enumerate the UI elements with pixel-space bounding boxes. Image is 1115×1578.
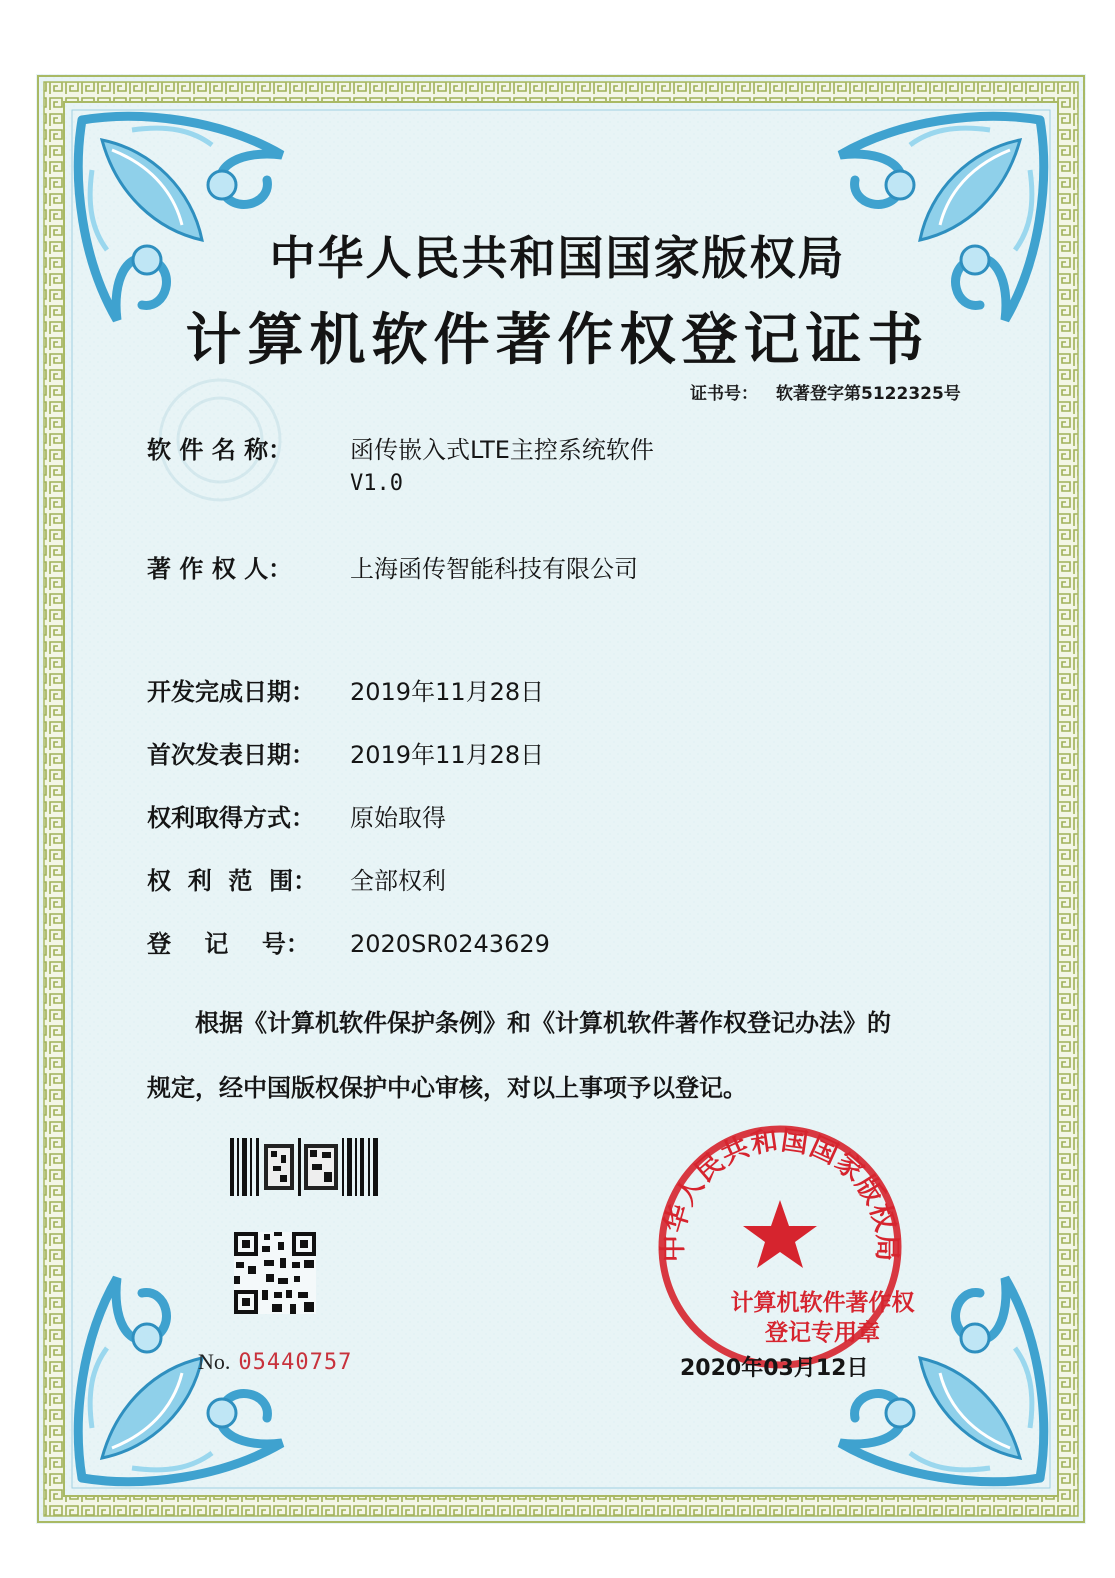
barcode-icon (230, 1138, 382, 1196)
seal-ring-text: 中华人民共和国国家版权局 (657, 1125, 903, 1263)
field-label: 首次发表日期： (147, 741, 315, 769)
authority-title: 中华人民共和国国家版权局 (269, 231, 846, 285)
field-value: 2020SR0243629 (350, 930, 550, 958)
field-label: 登 记 号： (147, 930, 310, 958)
field-value: 2019年11月28日 (350, 678, 545, 706)
seal-inner-line-1: 计算机软件著作权 (730, 1290, 915, 1316)
field-label: 权利取得方式： (147, 804, 315, 832)
field-label: 权 利 范 围： (147, 867, 318, 895)
serial-value: 05440757 (238, 1350, 353, 1375)
serial-label: No. (198, 1349, 231, 1374)
field-value: 函传嵌入式LTE主控系统软件 (350, 436, 654, 464)
field-value: 全部权利 (350, 867, 446, 895)
field-value: 原始取得 (350, 804, 446, 832)
certificate-title: 计算机软件著作权登记证书 (185, 308, 930, 373)
field-label: 软 件 名 称： (147, 436, 293, 464)
serial-number (198, 1349, 352, 1375)
certificate-number-value: 软著登字第5122325号 (776, 384, 961, 404)
statement-line-2: 规定，经中国版权保护中心审核，对以上事项予以登记。 (147, 1074, 747, 1102)
field-label: 开发完成日期： (147, 678, 315, 706)
issue-date: 2020年03月12日 (680, 1356, 869, 1381)
statement-line-1: 根据《计算机软件保护条例》和《计算机软件著作权登记办法》的 (195, 1009, 891, 1037)
certificate-number (690, 379, 961, 404)
field-value: 上海函传智能科技有限公司 (350, 555, 638, 583)
seal-inner-line-2: 登记专用章 (765, 1320, 880, 1346)
field-value: 2019年11月28日 (350, 741, 545, 769)
field-label: 著 作 权 人： (147, 555, 293, 583)
certificate-number-label: 证书号： (690, 384, 758, 404)
field-value-version: V1.0 (350, 471, 403, 496)
